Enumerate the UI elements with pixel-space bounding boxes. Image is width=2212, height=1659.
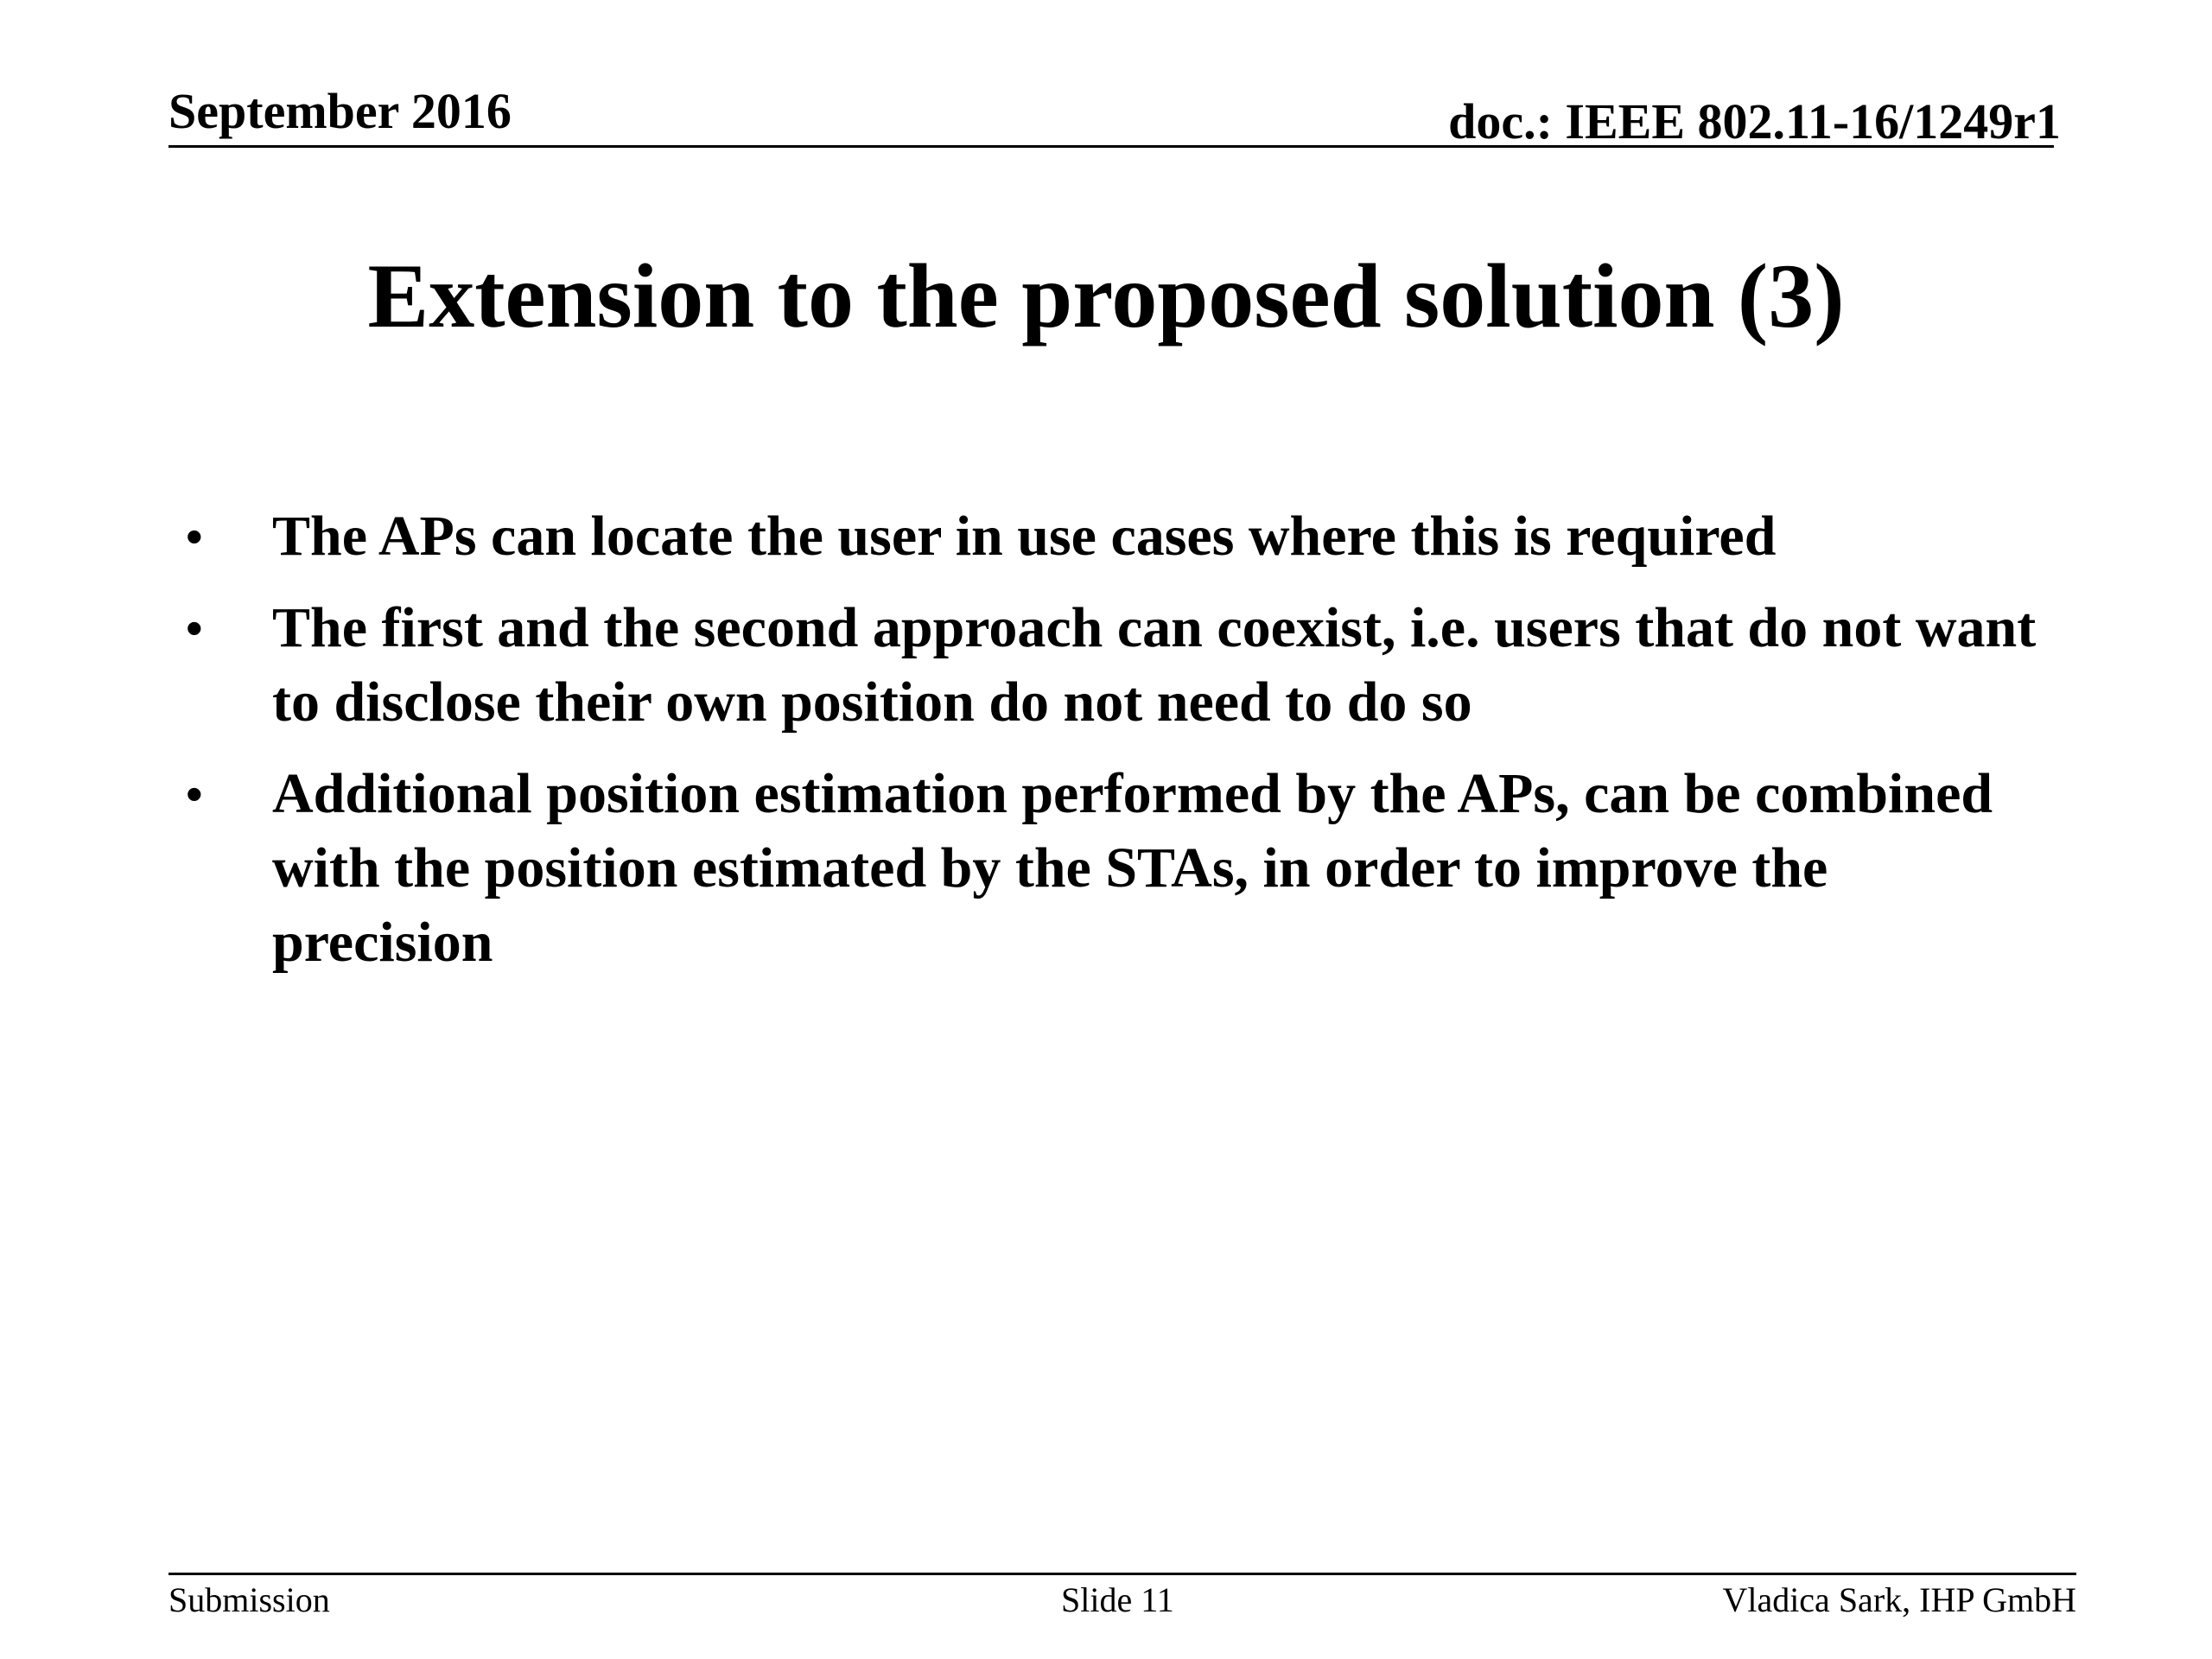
bullet-icon: • bbox=[186, 766, 203, 821]
bullet-list bbox=[186, 499, 2052, 997]
bullet-item bbox=[186, 591, 2052, 740]
header-doc-id: doc.: IEEE 802.11-16/1249r1 bbox=[1448, 93, 2061, 149]
slide-title: Extension to the proposed solution (3) bbox=[367, 245, 1845, 346]
bullet-item bbox=[186, 757, 2052, 980]
footer-submission: Submission bbox=[168, 1580, 330, 1619]
bullet-text: The first and the second approach can coexist, i.e. users that do not want to disclose their own position do not need to do so bbox=[272, 596, 2037, 734]
bullet-icon: • bbox=[186, 509, 203, 563]
header-divider bbox=[168, 145, 2054, 148]
bullet-text: Additional position estimation performed by the APs, can be combined with the position estimated by the STAs, in order to improve the precision bbox=[272, 762, 1993, 974]
footer-divider bbox=[168, 1573, 2076, 1575]
bullet-icon: • bbox=[186, 601, 203, 655]
bullet-text: The APs can locate the user in use cases where this is required bbox=[272, 505, 1777, 568]
header-date: September 2016 bbox=[168, 83, 512, 139]
footer-author: Vladica Sark, IHP GmbH bbox=[1722, 1580, 2076, 1619]
footer-slide-number: Slide 11 bbox=[1061, 1580, 1174, 1619]
bullet-item bbox=[186, 499, 2052, 574]
